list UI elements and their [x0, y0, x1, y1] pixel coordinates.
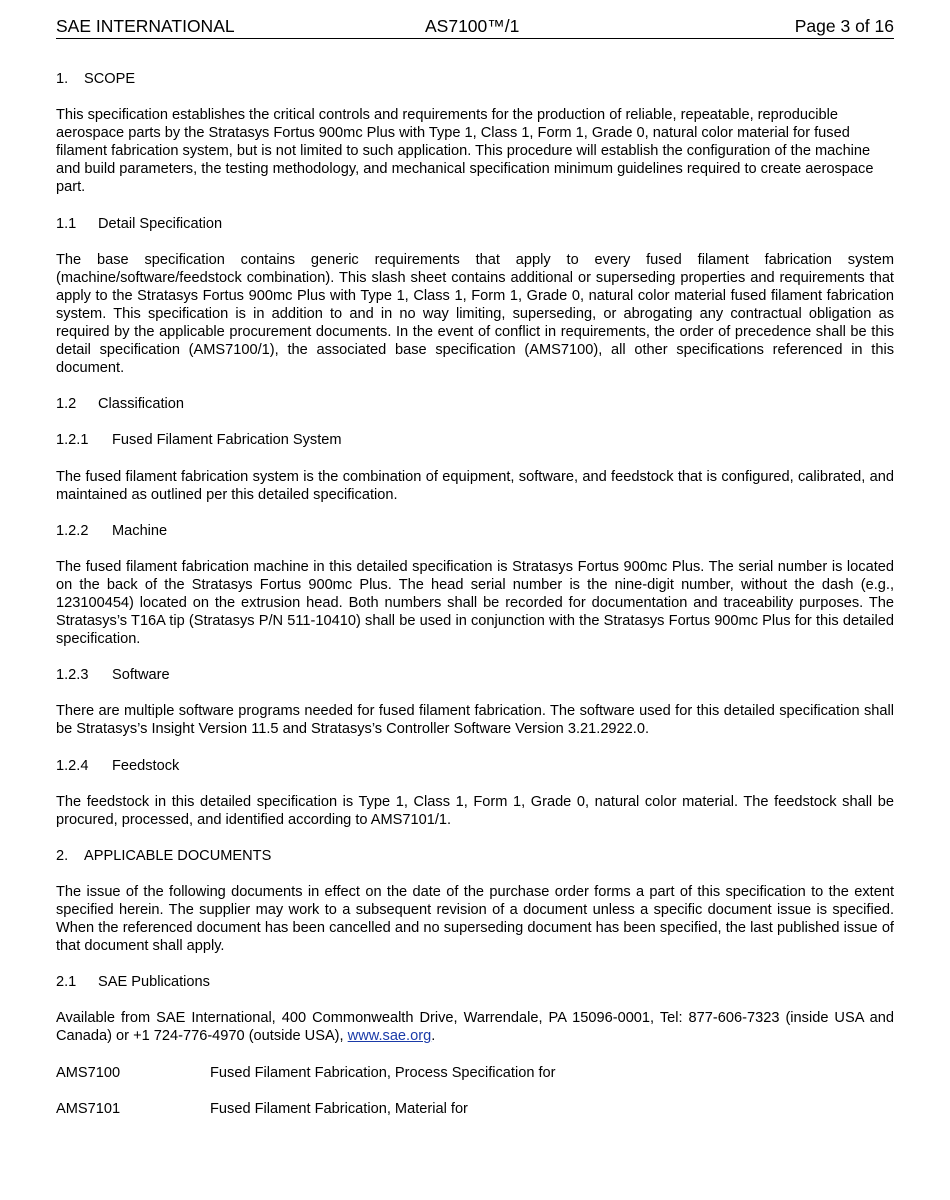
section-heading-feedstock [56, 757, 894, 775]
section-title: Feedstock [112, 757, 180, 774]
section-heading-ff-system [56, 431, 894, 449]
paragraph-software: There are multiple software programs needed for fused filament fabrication. The software used for this detailed specification shall be Stratasys’s Insight Version 11.5 and Stratasys’s Controller Software Version 3.21.2922.0. [56, 703, 894, 738]
sae-website-link[interactable]: www.sae.org [347, 1028, 432, 1045]
sae-address-period: . [431, 1028, 436, 1045]
paragraph-scope: This specification establishes the critical controls and requirements for the production of reliable, repeatable, reproducible aerospace parts by the Stratasys Fortus 900mc Plus with Type 1, Class 1, Form 1, Grade 0, natural color material for fused filament fabrication system, but is not limited to such application. This procedure will establish the configuration of the machine and build parameters, the testing methodology, and mechanical specification minimum guidelines required to create aerospace part. [56, 107, 874, 196]
section-heading-scope [56, 70, 894, 88]
section-heading-classification [56, 395, 894, 413]
section-title: Detail Specification [98, 215, 223, 232]
reference-code: AMS7100 [56, 1064, 121, 1081]
page-header [56, 14, 894, 39]
paragraph-applicable-documents: The issue of the following documents in effect on the date of the purchase order forms a part of this specification to the extent specified herein. The supplier may work to a subsequent revision of a document unless a specific document issue is specified. When the referenced document has been cancelled and no superseding document has been specified, the last published issue of that document shall apply. [56, 883, 894, 955]
header-doc-id: AS7100™/1 [425, 16, 520, 36]
reference-row [56, 1064, 894, 1082]
section-title: Classification [98, 396, 184, 413]
section-number: 2.1 [56, 974, 77, 991]
section-heading-sae-publications [56, 973, 894, 991]
section-number: 1.2.4 [56, 757, 89, 774]
section-title: SAE Publications [98, 974, 210, 991]
section-number: 1.2.3 [56, 667, 89, 684]
paragraph-detail-spec: The base specification contains generic requirements that apply to every fused filament fabrication system (machine/software/feedstock combination). This slash sheet contains additional or superseding properties and requirements that apply to the Stratasys Fortus 900mc Plus with Type 1, Class 1, Form 1, Grade 0, natural color material fused filament fabrication system. This specification is in addition to and in no way limiting, superseding, or abrogating any contractual obligation as required by the applicable procurement documents. In the event of conflict in requirements, the order of precedence shall be this detail specification (AMS7100/1), the associated base specification (AMS7100), all other specifications referenced in this document. [56, 251, 894, 377]
section-number: 1.2.1 [56, 432, 89, 449]
section-title: APPLICABLE DOCUMENTS [84, 847, 272, 864]
paragraph-feedstock: The feedstock in this detailed specification is Type 1, Class 1, Form 1, Grade 0, natural color material. The feedstock shall be procured, processed, and identified according to AMS7101/1. [56, 793, 894, 828]
section-title: Fused Filament Fabrication System [112, 432, 342, 449]
document-page [56, 14, 894, 1118]
paragraph-sae-publications [56, 1009, 894, 1045]
document-body [56, 39, 894, 1118]
paragraph-ff-system: The fused filament fabrication system is the combination of equipment, software, and feedstock that is configured, calibrated, and maintained as outlined per this detailed specification. [56, 468, 894, 503]
paragraph-machine: The fused filament fabrication machine in this detailed specification is Stratasys Fortus 900mc Plus. The serial number is located on the back of the Stratasys Fortus 900mc Plus. The head serial number is the nine-digit number, without the dash (e.g., 123100454) located on the extrusion head. Both numbers shall be recorded for documentation and traceability purposes. The Stratasys’s T16A tip (Stratasys P/N 511-10410) shall be used in conjunction with the Stratasys Fortus 900mc Plus for this detailed specification. [56, 558, 894, 648]
section-heading-software [56, 666, 894, 684]
section-number: 1.1 [56, 215, 77, 232]
section-number: 1.2 [56, 396, 77, 413]
section-number: 1. [56, 71, 69, 87]
sae-address-text: Available from SAE International, 400 Commonwealth Drive, Warrendale, PA 15096-0001, Tel: 877-606-7323 (inside USA and Canada) or +1 724-776-4970 (outside USA), [56, 1010, 894, 1045]
section-heading-machine [56, 522, 894, 540]
header-org: SAE INTERNATIONAL [56, 16, 235, 36]
section-number: 2. [56, 847, 69, 864]
section-title: SCOPE [84, 71, 136, 87]
reference-code: AMS7101 [56, 1100, 121, 1117]
reference-title: Fused Filament Fabrication, Material for [210, 1100, 468, 1117]
section-number: 1.2.2 [56, 522, 89, 539]
header-page-number: Page 3 of 16 [794, 16, 894, 36]
section-title: Machine [112, 522, 168, 539]
reference-row [56, 1100, 894, 1118]
section-heading-detail-spec [56, 215, 894, 233]
reference-title: Fused Filament Fabrication, Process Specification for [210, 1064, 556, 1081]
section-title: Software [112, 667, 170, 684]
section-heading-applicable-documents [56, 847, 894, 865]
